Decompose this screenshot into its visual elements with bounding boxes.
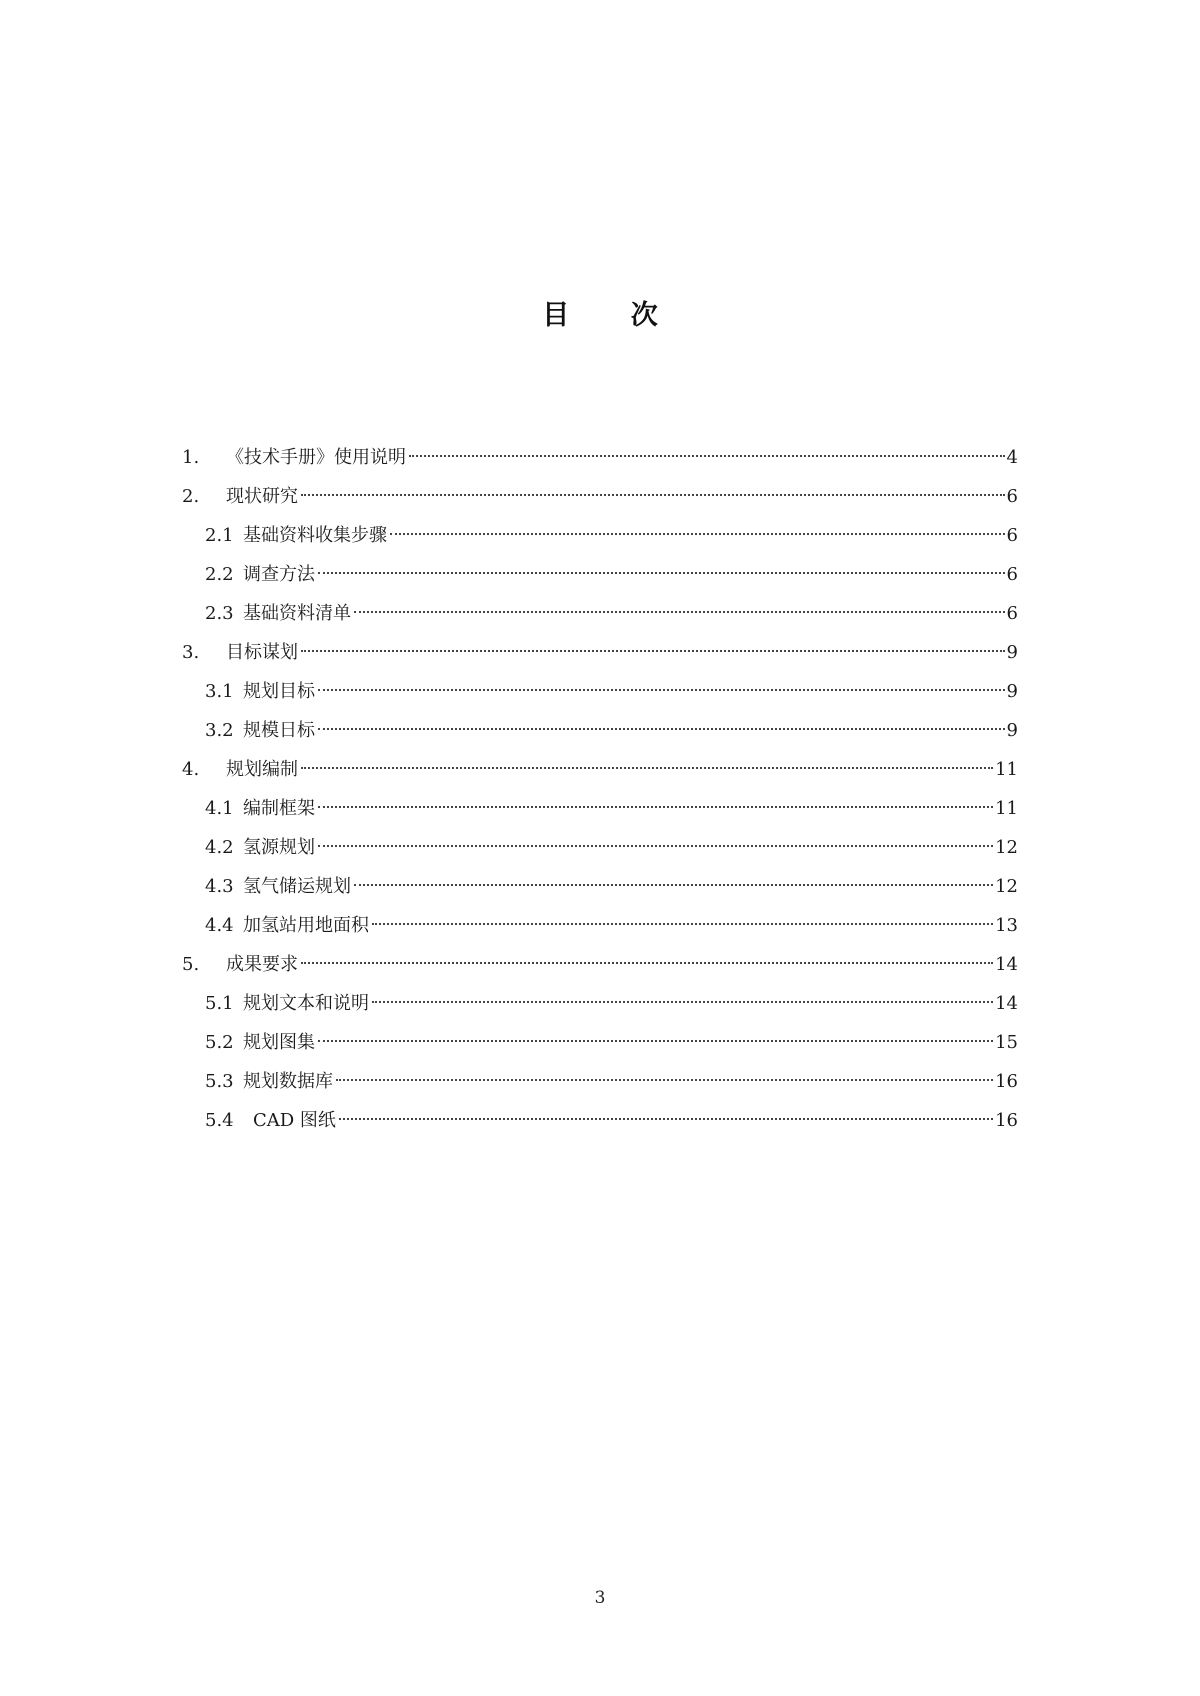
toc-entry-number: 5. (182, 954, 200, 975)
toc-entry[interactable] (182, 828, 1018, 867)
toc-entry-number: 3.2 (205, 720, 234, 741)
toc-entry[interactable] (182, 906, 1018, 945)
toc-entry-label: 编制框架 (243, 798, 315, 819)
toc-entry[interactable] (182, 555, 1018, 594)
page-number: 3 (594, 1588, 606, 1608)
toc-entry[interactable] (182, 984, 1018, 1023)
toc-entry-page: 9 (1006, 681, 1018, 702)
toc-entry[interactable] (182, 672, 1018, 711)
toc-entry-number: 5.2 (205, 1032, 234, 1053)
toc-leader-dots (318, 728, 1005, 730)
toc-entry-number: 4. (182, 759, 200, 780)
toc-entry-number: 2.3 (205, 603, 234, 624)
toc-leader-dots (372, 1001, 993, 1003)
toc-entry-number: 1. (182, 447, 200, 468)
toc-entry-page: 6 (1006, 525, 1018, 546)
toc-entry-number: 5.1 (205, 993, 234, 1014)
toc-entry-label: 规划数据库 (243, 1071, 333, 1092)
toc-entry[interactable] (182, 594, 1018, 633)
toc-entry[interactable] (182, 945, 1018, 984)
toc-entry-label: 规模日标 (243, 720, 315, 741)
toc-entry[interactable] (182, 750, 1018, 789)
toc-entry-number: 4.1 (205, 798, 234, 819)
toc-leader-dots (409, 455, 1005, 457)
toc-entry[interactable] (182, 516, 1018, 555)
toc-leader-dots (301, 962, 993, 964)
toc-entry-number: 4.2 (205, 837, 234, 858)
toc-entry-number: 3. (182, 642, 200, 663)
toc-entry-label: 规划目标 (243, 681, 315, 702)
toc-leader-dots (354, 611, 1005, 613)
toc-entry-number: 2. (182, 486, 200, 507)
toc-entry[interactable] (182, 1062, 1018, 1101)
toc-entry-number: 4.3 (205, 876, 234, 897)
toc-leader-dots (336, 1079, 993, 1081)
toc-entry-page: 13 (995, 915, 1018, 936)
toc-entry-number: 2.1 (205, 525, 234, 546)
toc-entry-number: 3.1 (205, 681, 234, 702)
toc-entry-page: 12 (995, 837, 1018, 858)
toc-entry[interactable] (182, 633, 1018, 672)
table-of-contents (182, 438, 1018, 1140)
toc-leader-dots (339, 1118, 993, 1120)
toc-entry-label: 规划编制 (226, 759, 298, 780)
toc-entry-page: 12 (995, 876, 1018, 897)
toc-entry-label: 调查方法 (243, 564, 315, 585)
toc-entry-page: 16 (995, 1110, 1018, 1131)
toc-entry-label: 成果要求 (226, 954, 298, 975)
toc-entry-page: 11 (995, 759, 1018, 780)
toc-entry-label: 基础资料清单 (243, 603, 351, 624)
toc-leader-dots (390, 533, 1005, 535)
toc-leader-dots (301, 650, 1005, 652)
toc-entry-label: 规划图集 (243, 1032, 315, 1053)
toc-entry-page: 14 (995, 954, 1018, 975)
toc-leader-dots (301, 767, 993, 769)
toc-leader-dots (318, 572, 1005, 574)
toc-entry[interactable] (182, 711, 1018, 750)
toc-entry-label: 氢源规划 (243, 837, 315, 858)
toc-entry-page: 9 (1006, 642, 1018, 663)
toc-entry-page: 4 (1006, 447, 1018, 468)
toc-leader-dots (318, 806, 993, 808)
toc-entry-page: 11 (995, 798, 1018, 819)
toc-leader-dots (318, 845, 993, 847)
toc-entry-page: 14 (995, 993, 1018, 1014)
toc-entry[interactable] (182, 1101, 1018, 1140)
toc-entry-page: 16 (995, 1071, 1018, 1092)
toc-entry-label: 规划文本和说明 (243, 993, 369, 1014)
toc-entry-number: 4.4 (205, 915, 234, 936)
toc-entry-label: 目标谋划 (226, 642, 298, 663)
toc-leader-dots (318, 1040, 993, 1042)
toc-entry-label: 基础资料收集步骤 (243, 525, 387, 546)
toc-entry[interactable] (182, 477, 1018, 516)
toc-leader-dots (301, 494, 1005, 496)
toc-leader-dots (372, 923, 993, 925)
toc-entry[interactable] (182, 867, 1018, 906)
toc-entry-label: 现状研究 (226, 486, 298, 507)
toc-leader-dots (318, 689, 1005, 691)
toc-entry-page: 15 (995, 1032, 1018, 1053)
toc-entry-number: 5.3 (205, 1071, 234, 1092)
toc-entry[interactable] (182, 789, 1018, 828)
toc-entry-number: 2.2 (205, 564, 234, 585)
toc-entry-label: CAD 图纸 (253, 1110, 336, 1131)
toc-entry-label: 氢气储运规划 (243, 876, 351, 897)
toc-entry[interactable] (182, 1023, 1018, 1062)
toc-entry[interactable] (182, 438, 1018, 477)
toc-entry-page: 6 (1006, 486, 1018, 507)
toc-entry-number: 5.4 (205, 1110, 234, 1131)
toc-entry-label: 《技术手册》使用说明 (226, 447, 406, 468)
toc-entry-page: 6 (1006, 564, 1018, 585)
toc-leader-dots (354, 884, 993, 886)
toc-entry-label: 加氢站用地面积 (243, 915, 369, 936)
page-title: 目 次 (542, 300, 684, 331)
toc-entry-page: 9 (1006, 720, 1018, 741)
toc-entry-page: 6 (1006, 603, 1018, 624)
